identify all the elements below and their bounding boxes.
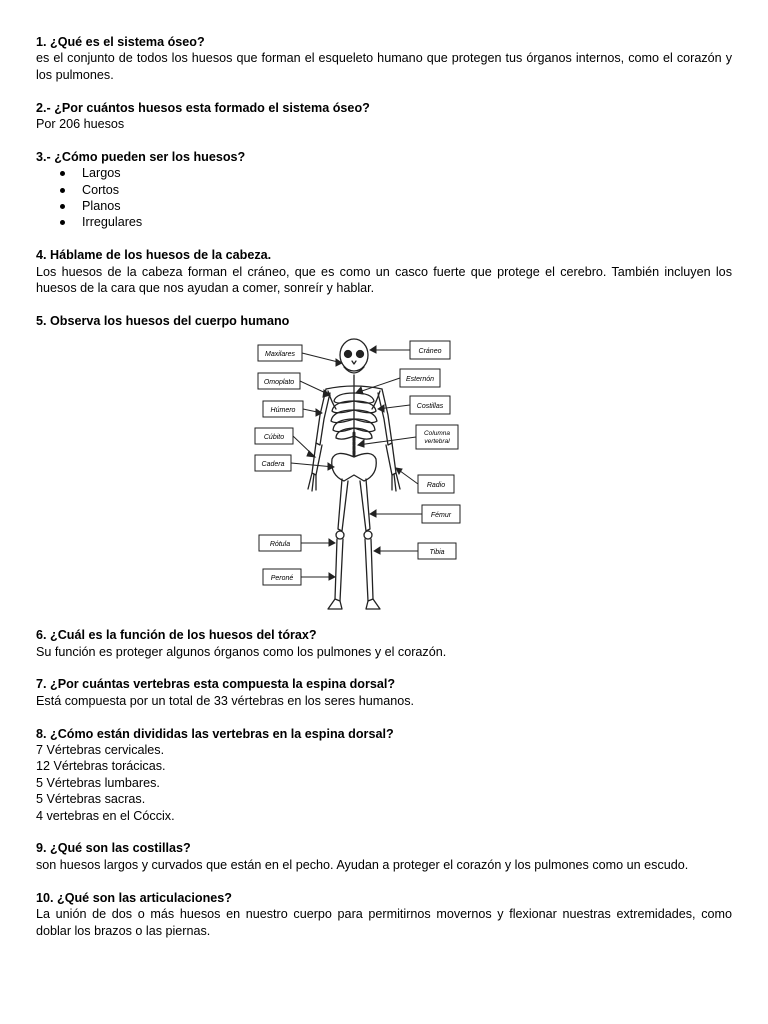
label-tibia: Tibia bbox=[429, 549, 445, 557]
skeleton-icon bbox=[308, 339, 400, 609]
label-esternon: Esternón bbox=[405, 376, 435, 384]
question-7: 7. ¿Por cuántas vertebras esta compuesta la espina dorsal? bbox=[36, 677, 396, 692]
question-10: 10. ¿Qué son las articulaciones? bbox=[36, 890, 232, 905]
answer-10: La unión de dos o más huesos en nuestro cuerpo para permitirnos movernos y flexionar nuestras extremidades, como doblar los brazos o las piernas. bbox=[36, 907, 732, 938]
question-8: 8. ¿Cómo están divididas las vertebras en la espina dorsal? bbox=[36, 726, 394, 741]
skeleton-diagram bbox=[36, 333, 732, 623]
document-content bbox=[36, 34, 732, 939]
label-perone: Peroné bbox=[270, 575, 294, 583]
vertebrae-line: 4 vertebras en el Cóccix. bbox=[36, 808, 175, 823]
list-item: Planos bbox=[82, 198, 732, 214]
label-humero: Húmero bbox=[270, 407, 296, 415]
question-4: 4. Háblame de los huesos de la cabeza. bbox=[36, 248, 272, 263]
bone-types-list bbox=[36, 165, 732, 231]
answer-6: Su función es proteger algunos órganos como los pulmones y el corazón. bbox=[36, 644, 447, 659]
vertebrae-line: 12 Vértebras torácicas. bbox=[36, 759, 166, 774]
label-costillas: Costillas bbox=[416, 403, 444, 411]
vertebrae-line: 7 Vértebras cervicales. bbox=[36, 743, 165, 758]
list-item: Largos bbox=[82, 165, 732, 181]
question-9: 9. ¿Qué son las costillas? bbox=[36, 841, 191, 856]
question-5: 5. Observa los huesos del cuerpo humano bbox=[36, 313, 290, 328]
list-item: Irregulares bbox=[82, 214, 732, 230]
label-cadera: Cadera bbox=[261, 461, 285, 469]
label-femur: Fémur bbox=[430, 512, 452, 520]
answer-9: son huesos largos y curvados que están en el pecho. Ayudan a proteger el corazón y los pulmones como un escudo. bbox=[36, 857, 689, 872]
question-2: 2.- ¿Por cuántos huesos esta formado el sistema óseo? bbox=[36, 100, 370, 115]
label-columna-vertebral: Columna vertebral bbox=[423, 430, 451, 446]
answer-4: Los huesos de la cabeza forman el cráneo, que es como un casco fuerte que protege el cerebro. También incluyen los huesos de la cara que nos ayudan a comer, sonreír y hablar. bbox=[36, 264, 732, 296]
answer-2: Por 206 huesos bbox=[36, 117, 125, 132]
question-6: 6. ¿Cuál es la función de los huesos del tórax? bbox=[36, 628, 317, 643]
label-rotula: Rótula bbox=[269, 541, 291, 549]
label-maxilares: Maxilares bbox=[265, 351, 295, 359]
label-omoplato: Omoplato bbox=[263, 379, 295, 387]
list-item: Cortos bbox=[82, 182, 732, 198]
answer-7: Está compuesta por un total de 33 vértebras en los seres humanos. bbox=[36, 693, 415, 708]
vertebrae-line: 5 Vértebras lumbares. bbox=[36, 775, 160, 790]
label-craneo: Cráneo bbox=[418, 348, 442, 356]
question-1: 1. ¿Qué es el sistema óseo? bbox=[36, 35, 205, 49]
vertebrae-line: 5 Vértebras sacras. bbox=[36, 792, 146, 807]
answer-1: es el conjunto de todos los huesos que forman el esqueleto humano que protegen tus órganos internos, como el corazón y los pulmones. bbox=[36, 51, 732, 82]
label-cubito: Cúbito bbox=[263, 434, 285, 442]
question-3: 3.- ¿Cómo pueden ser los huesos? bbox=[36, 149, 246, 164]
label-radio: Radio bbox=[426, 482, 446, 490]
